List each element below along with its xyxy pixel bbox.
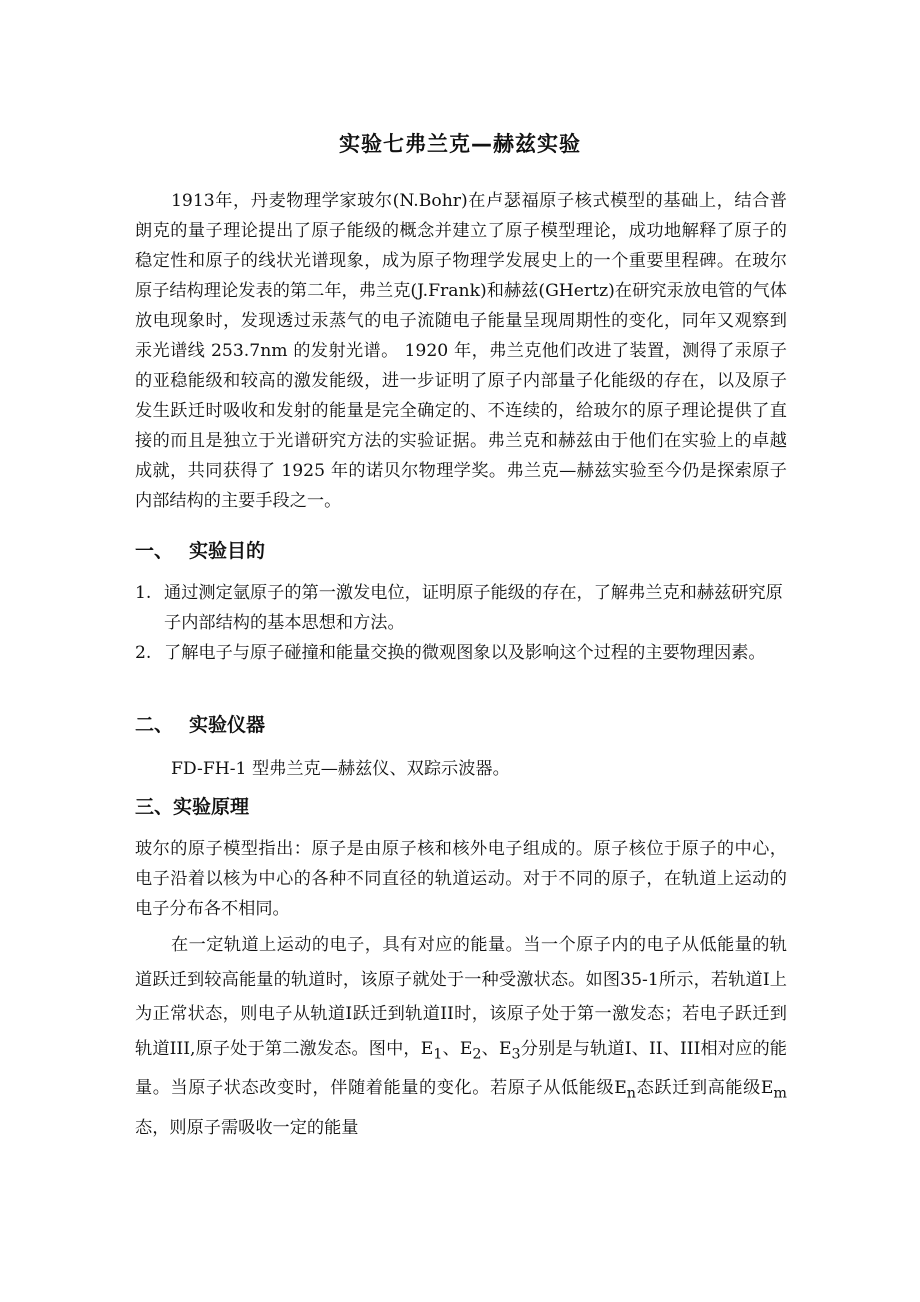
principle-paragraph-1: 玻尔的原子模型指出：原子是由原子核和核外电子组成的。原子核位于原子的中心，电子沿着以核为中心的各种不同直径的轨道运动。对于不同的原子，在轨道上运动的电子分布各不相同。 <box>135 839 787 919</box>
energy-e1: $E_1$ <box>420 1038 443 1062</box>
energy-e3: $E_3$ <box>499 1038 521 1062</box>
list-marker: 2. <box>135 643 152 663</box>
list-item <box>135 578 785 638</box>
energy-e2: $E_2$ <box>459 1038 482 1062</box>
section-title: 实验目的 <box>189 540 266 562</box>
section-number: 二、 <box>135 714 174 736</box>
list-item <box>135 638 785 668</box>
energy-em: $E_m$ <box>760 1078 787 1102</box>
objectives-list <box>135 578 785 668</box>
section-heading-apparatus <box>135 710 265 740</box>
list-item-text: 通过测定氩原子的第一激发电位，证明原子能级的存在，了解弗兰克和赫兹研究原子内部结构的基本思想和方法。 <box>164 583 783 633</box>
apparatus-text: FD-FH-1 型弗兰克—赫兹仪、双踪示波器。 <box>171 759 510 779</box>
list-marker: 1. <box>135 583 152 603</box>
page-title: 实验七弗兰克—赫兹实验 <box>339 132 581 156</box>
section-title: 实验仪器 <box>189 714 266 736</box>
list-item-text: 了解电子与原子碰撞和能量交换的微观图象以及影响这个过程的主要物理因素。 <box>164 643 766 663</box>
section-number: 一、 <box>135 540 174 562</box>
intro-paragraph: 1913年，丹麦物理学家玻尔(N.Bohr)在卢瑟福原子核式模型的基础上，结合普朗克的量子理论提出了原子能级的概念并建立了原子模型理论，成功地解释了原子的稳定性和原子的线状光谱现象，成为原子物理学发展史上的一个重要里程碑。在玻尔原子结构理论发表的第二年，弗兰克(J.Frank)和赫兹(GHertz)在研究汞放电管的气体放电现象时，发现透过汞蒸气的电子流随电子能量呈现周期性的变化，同年又观察到汞光谱线 253.7nm 的发射光谱。 1920 年，弗兰克他们改进了装置，测得了汞原子的亚稳能级和较高的激发能级，进一步证明了原子内部量子化能级的存在，以及原子发生跃迁时吸收和发射的能量是完全确定的、不连续的，给玻尔的原子理论提供了直接的而且是独立于光谱研究方法的实验证据。弗兰克和赫兹由于他们在实验上的卓越成就，共同获得了 1925 年的诺贝尔物理学奖。弗兰克—赫兹实验至今仍是探索原子内部结构的主要手段之一。 <box>135 191 787 511</box>
section-heading-principle: 三、实验原理 <box>135 796 250 818</box>
energy-en: $E_n$ <box>614 1078 637 1102</box>
section-heading-objectives <box>135 536 265 566</box>
principle-paragraph-2: 在一定轨道上运动的电子，具有对应的能量。当一个原子内的电子从低能量的轨道跃迁到较高能量的轨道时，该原子就处于一种受激状态。如图35-1所示，若轨道I上为正常状态，则电子从轨道I跃迁到轨道II时，该原子处于第一激发态；若电子跃迁到轨道III,原子处于第二激发态。图中，$E_1$、$E_2$、$E_3$分别是与轨道I、II、III相对应的能量。当原子状态改变时，伴随着能量的变化。若原子从低能级$E_n$态跃迁到高能级$E_m$态，则原子需吸收一定的能量 <box>135 935 787 1139</box>
